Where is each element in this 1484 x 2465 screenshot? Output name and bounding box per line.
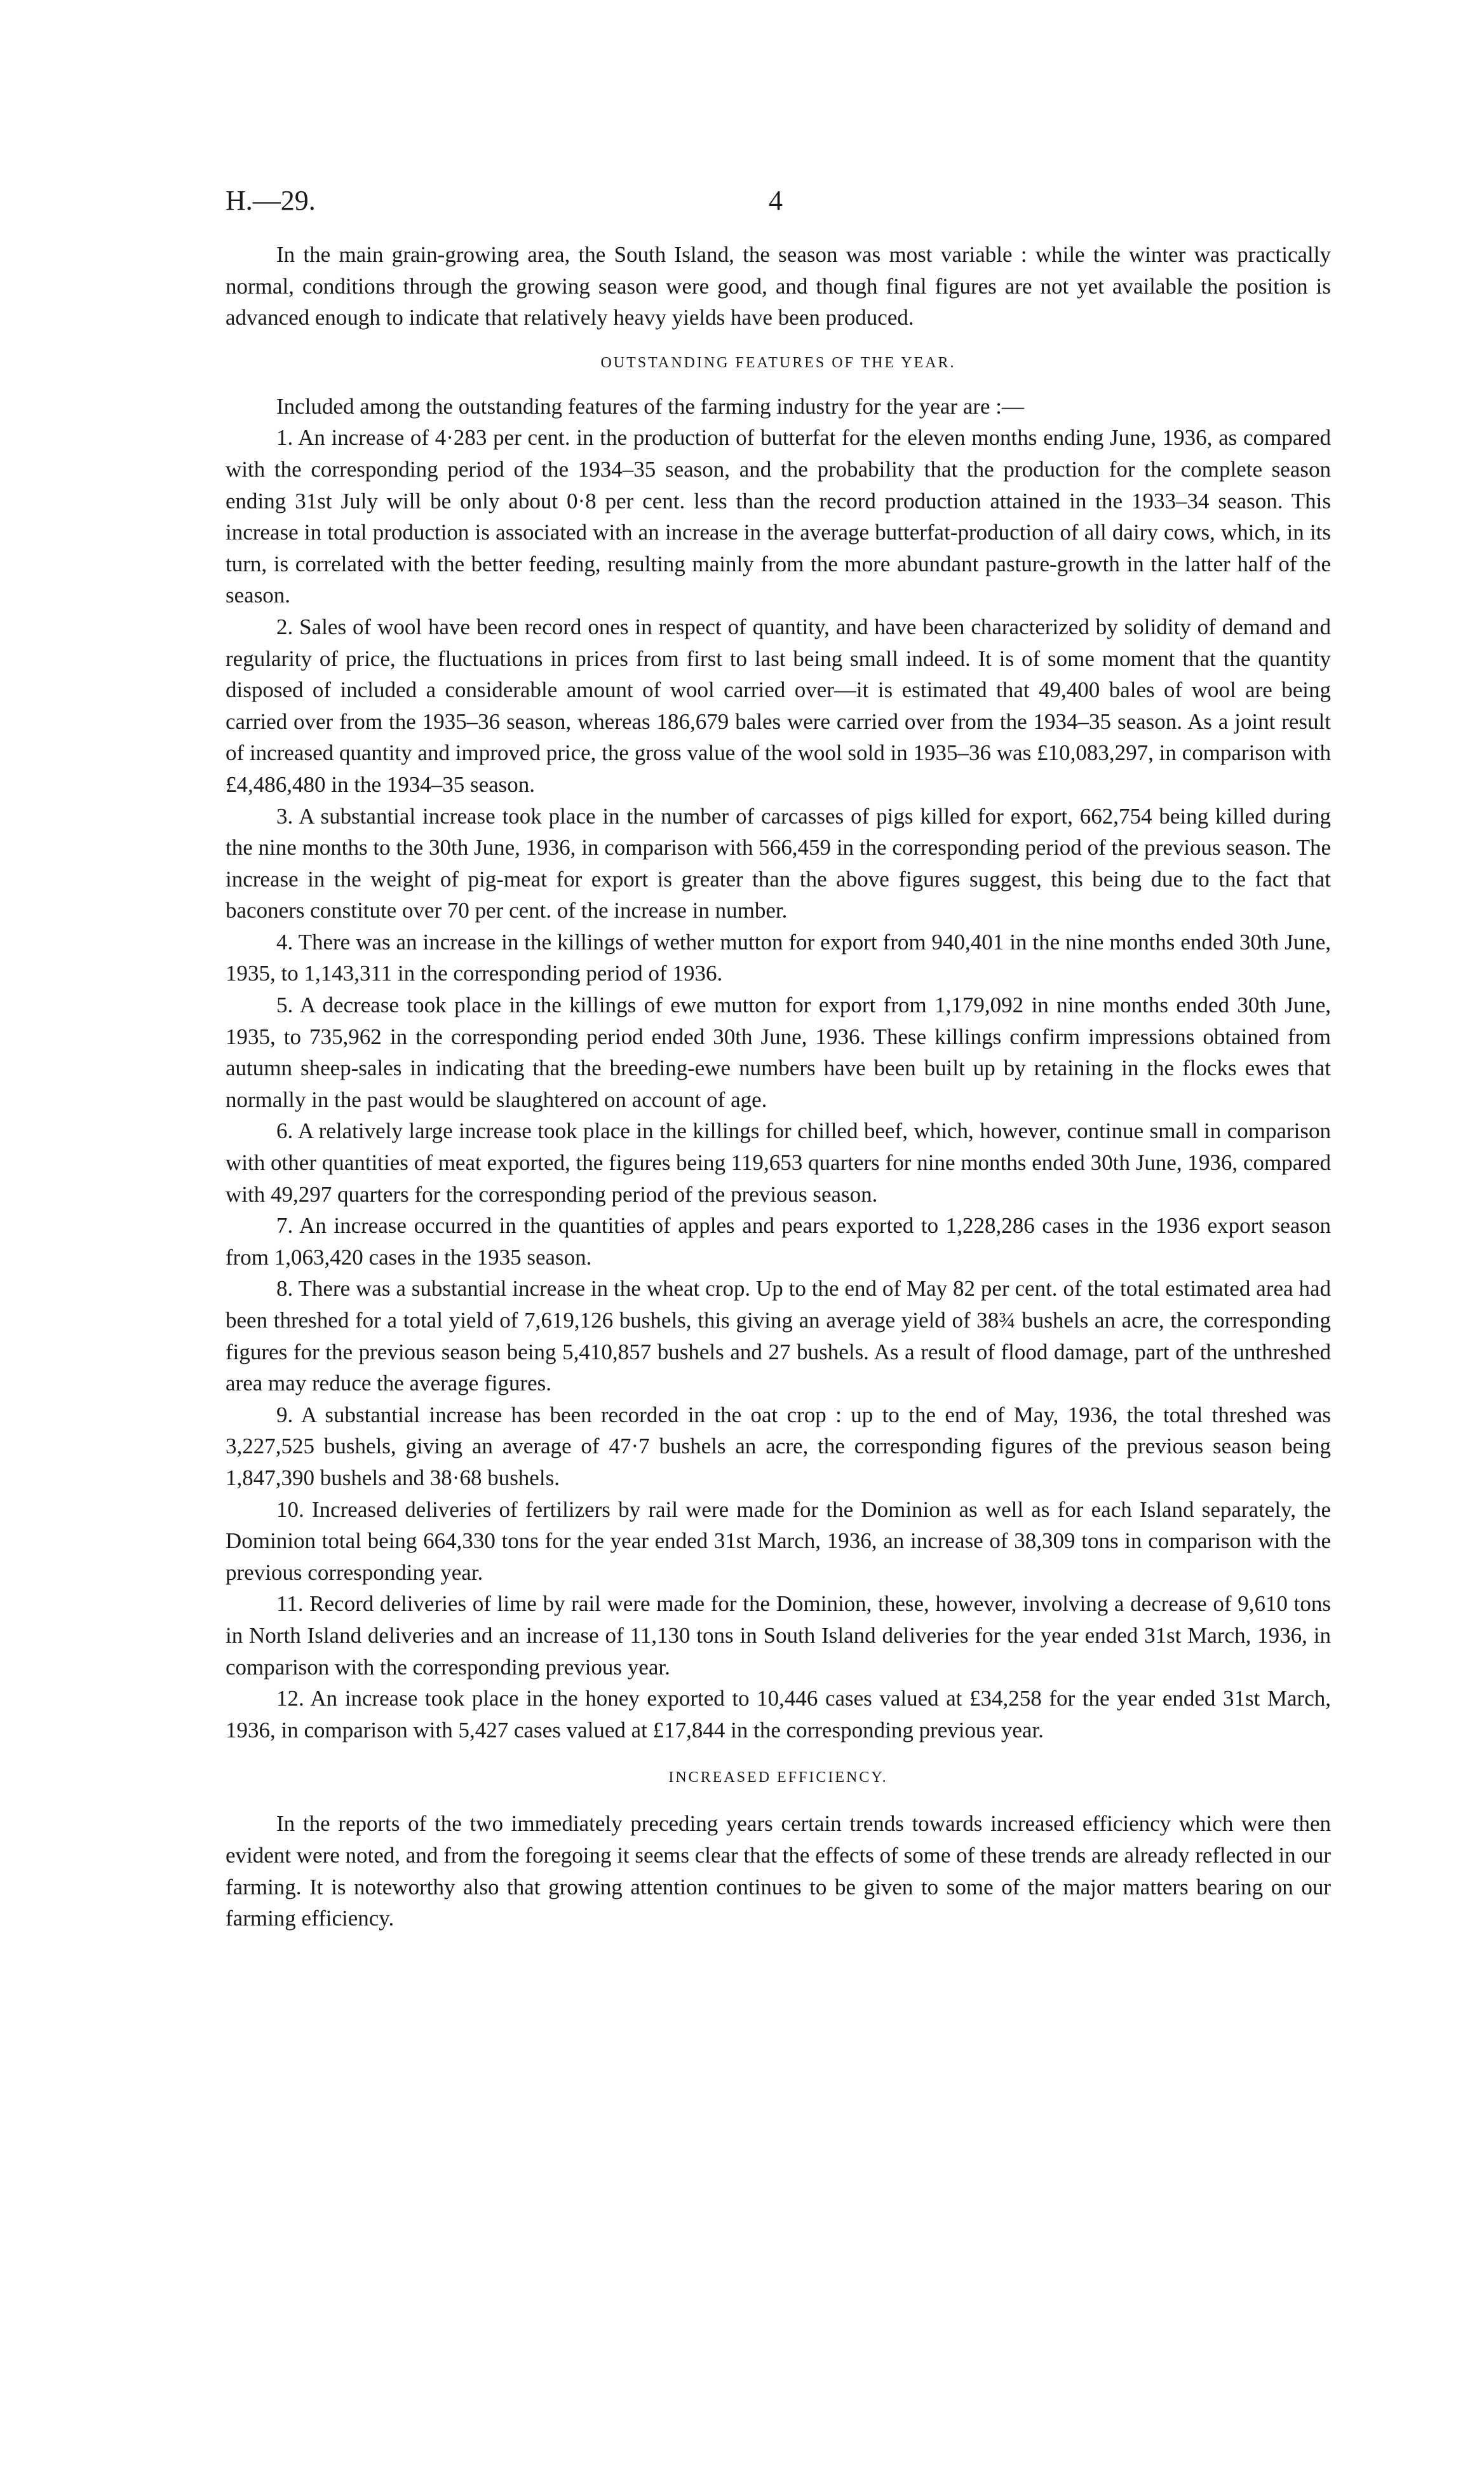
document-page <box>226 184 1331 1934</box>
feature-item-8: 8. There was a substantial increase in the wheat crop. Up to the end of May 82 per cent. of the total estimated area had been threshed for a total yield of 7,619,126 bushels, this giving an average yield of 38¾ bushels an acre, the corresponding figures for the previous season being 5,410,857 bushels and 27 bushels. As a result of flood damage, part of the unthreshed area may reduce the average figures. <box>226 1276 1331 1396</box>
feature-item-5: 5. A decrease took place in the killings of ewe mutton for export from 1,179,092 in nine months ended 30th June, 1935, to 735,962 in the corresponding period ended 30th June, 1936. These killings confirm impressions obtained from autumn sheep-sales in indicating that the breeding-ewe numbers have been built up by retaining in the flocks ewes that normally in the past would be slaughtered on account of age. <box>226 993 1331 1112</box>
feature-item-10: 10. Increased deliveries of fertilizers by rail were made for the Dominion as well as for each Island separately, the Dominion total being 664,330 tons for the year ended 31st March, 1936, an increase of 38,309 tons in comparison with the previous corresponding year. <box>226 1497 1331 1585</box>
section-heading-outstanding: OUTSTANDING FEATURES OF THE YEAR. <box>600 354 956 371</box>
feature-item-1: 1. An increase of 4·283 per cent. in the production of butterfat for the eleven months ending June, 1936, as compared with the corresponding period of the 1934–35 season, and the probability that the production for the complete season ending 31st July will be only about 0·8 per cent. less than the record production attained in the 1933–34 season. This increase in total production is associated with an increase in the average butterfat-production of all dairy cows, which, in its turn, is correlated with the better feeding, resulting mainly from the more abundant pasture-growth in the latter half of the season. <box>226 425 1331 608</box>
page-header <box>226 184 1331 235</box>
intro-paragraph: In the main grain-growing area, the South Island, the season was most variable : while the winter was practically normal, conditions through the growing season were good, and though final figures are not yet available the position is advanced enough to indicate that relatively heavy yields have been produced. <box>226 242 1331 330</box>
feature-item-3: 3. A substantial increase took place in the number of carcasses of pigs killed for export, 662,754 being killed during the nine months to the 30th June, 1936, in comparison with 566,459 in the corresponding period of the previous season. The increase in the weight of pig-meat for export is greater than the above figures suggest, this being due to the fact that baconers constitute over 70 per cent. of the increase in number. <box>226 803 1331 923</box>
section-heading-efficiency: INCREASED EFFICIENCY. <box>668 1769 888 1786</box>
efficiency-paragraph: In the reports of the two immediately preceding years certain trends towards increased efficiency which were then evident were noted, and from the foregoing it seems clear that the effects of some of these trends are already reflected in our farming. It is noteworthy also that growing attention continues to be given to some of the major matters bearing on our farming efficiency. <box>226 1811 1331 1931</box>
feature-item-4: 4. There was an increase in the killings of wether mutton for export from 940,401 in the nine months ended 30th June, 1935, to 1,143,311 in the corresponding period of 1936. <box>226 929 1331 986</box>
feature-item-12: 12. An increase took place in the honey exported to 10,446 cases valued at £34,258 for the year ended 31st March, 1936, in comparison with 5,427 cases valued at £17,844 in the corresponding previous year. <box>226 1686 1331 1742</box>
feature-item-6: 6. A relatively large increase took place in the killings for chilled beef, which, however, continue small in comparison with other quantities of meat exported, the figures being 119,653 quarters for nine months ended 30th June, 1936, compared with 49,297 quarters for the corresponding period of the previous season. <box>226 1118 1331 1207</box>
feature-item-7: 7. An increase occurred in the quantities of apples and pears exported to 1,228,286 cases in the 1936 export season from 1,063,420 cases in the 1935 season. <box>226 1213 1331 1270</box>
feature-item-11: 11. Record deliveries of lime by rail were made for the Dominion, these, however, involving a decrease of 9,610 tons in North Island deliveries and an increase of 11,130 tons in South Island deliveries for the year ended 31st March, 1936, in comparison with the corresponding previous year. <box>226 1591 1331 1680</box>
section-lead: Included among the outstanding features of the farming industry for the year are :— <box>276 393 1024 419</box>
document-reference: H.—29. <box>226 185 316 216</box>
feature-item-2: 2. Sales of wool have been record ones in respect of quantity, and have been characterized by solidity of demand and regularity of price, the fluctuations in prices from first to last being small indeed. It is of some moment that the quantity disposed of included a considerable amount of wool carried over—it is estimated that 49,400 bales of wool are being carried over from the 1935–36 season, whereas 186,679 bales were carried over from the 1934–35 season. As a joint result of increased quantity and improved price, the gross value of the wool sold in 1935–36 was £10,083,297, in comparison with £4,486,480 in the 1934–35 season. <box>226 614 1331 797</box>
page-number: 4 <box>769 185 783 216</box>
feature-item-9: 9. A substantial increase has been recorded in the oat crop : up to the end of May, 1936, the total threshed was 3,227,525 bushels, giving an average of 47·7 bushels an acre, the corresponding figures of the previous season being 1,847,390 bushels and 38·68 bushels. <box>226 1402 1331 1490</box>
